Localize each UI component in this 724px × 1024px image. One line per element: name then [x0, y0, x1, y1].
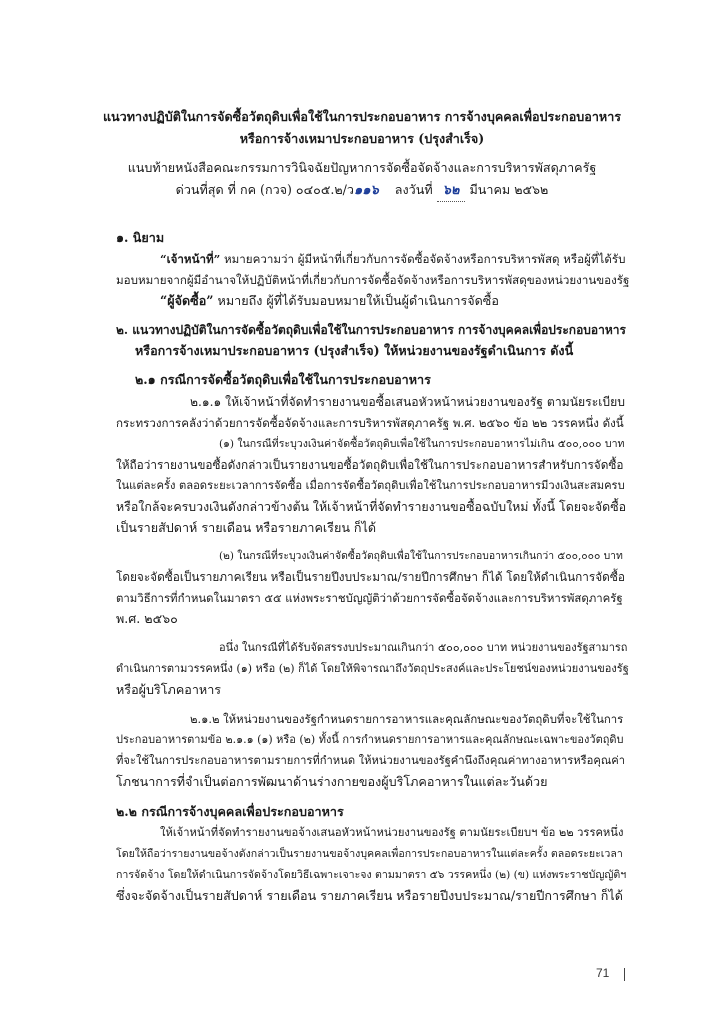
clause-2-1-2-line-3: ที่จะใช้ในการประกอบอาหารตามรายการที่กำหนด ให้หน่วยงานของรัฐคำนึงถึงคุณค่าทางอาหารหรือคุณค่า [116, 754, 626, 767]
item-1-line-4: หรือใกล้จะครบวงเงินดังกล่าวข้างต้น ให้เจ้าหน้าที่จัดทำรายงานขอซื้อฉบับใหม่ ทั้งนี้ โดยจะจัดซื้อ [116, 499, 627, 514]
section-2-2-line-3: การจัดจ้าง โดยให้ดำเนินการจัดจ้างโดยวิธีเฉพาะเจาะจง ตามมาตรา ๕๖ วรรคหนึ่ง (๒) (ข) แห่งพระราชบัญญัติฯ [116, 869, 627, 881]
definition-buyer [160, 291, 499, 311]
handwritten-day: ๖๒ [437, 181, 466, 202]
section-2-2-heading: ๒.๒ กรณีการจ้างบุคคลเพื่อประกอบอาหาร [116, 804, 344, 819]
item-2-line-3: ตามวิธีการที่กำหนดในมาตรา ๕๕ แห่งพระราชบัญญัติว่าด้วยการจัดซื้อจัดจ้างและการบริหารพัสดุภาครัฐ [116, 591, 623, 605]
section-2-heading-2: หรือการจ้างเหมาประกอบอาหาร (ปรุงสำเร็จ) ให้หน่วยงานของรัฐดำเนินการ ดังนี้ [135, 343, 574, 358]
section-2-2-line-2: โดยให้ถือว่ารายงานขอจ้างดังกล่าวเป็นรายงานขอจ้างบุคคลเพื่อการประกอบอาหารในแต่ละครั้ง ตลอดระยะเวลา [116, 848, 623, 860]
section-2-heading-1: ๒. แนวทางปฏิบัติในการจัดซื้อวัตถุดิบเพื่อใช้ในการประกอบอาหาร การจ้างบุคคลเพื่อประกอบอาหาร [116, 323, 626, 337]
section-1-heading: ๑. นิยาม [116, 230, 165, 245]
note-line-3: หรือผู้บริโภคอาหาร [116, 682, 222, 697]
item-2-line-1: (๒) ในกรณีที่ระบุวงเงินค่าจัดซื้อวัตถุดิบเพื่อใช้ในการประกอบอาหารเกินกว่า ๕๐๐,๐๐๐ บาท [219, 550, 623, 562]
clause-2-1-1-line-1: ๒.๑.๑ ให้เจ้าหน้าที่จัดทำรายงานขอซื้อเสนอหัวหน้าหน่วยงานของรัฐ ตามนัยระเบียบ [190, 395, 626, 409]
handwritten-reference-number: ๑๑๖ [354, 183, 379, 198]
clause-2-1-2-line-2: ประกอบอาหารตามข้อ ๒.๑.๑ (๑) หรือ (๒) ทั้งนี้ การกำหนดรายการอาหารและคุณลักษณะเฉพาะของวัตถุดิบ [116, 733, 624, 746]
reference-number-prefix: ด่วนที่สุด ที่ กค (กวจ) ๐๔๐๕.๒/ว [175, 182, 354, 197]
section-2-2-line-4: ซึ่งจะจัดจ้างเป็นรายสัปดาห์ รายเดือน รายภาคเรียน หรือรายปีงบประมาณ/รายปีการศึกษา ก็ได้ [116, 888, 623, 903]
page-number: 71 [596, 966, 610, 980]
section-2-2-line-1: ให้เจ้าหน้าที่จัดทำรายงานขอจ้างเสนอหัวหน้าหน่วยงานของรัฐ ตามนัยระเบียบฯ ข้อ ๒๒ วรรคหนึ่ง [160, 826, 624, 839]
item-1-line-3: ในแต่ละครั้ง ตลอดระยะเวลาการจัดซื้อ เมื่อการจัดซื้อวัตถุดิบเพื่อใช้ในการประกอบอาหารมีวงเงินสะสมครบ [116, 479, 625, 492]
date-month-year: มีนาคม ๒๕๖๒ [469, 182, 549, 197]
clause-2-1-2-line-4: โภชนาการที่จำเป็นต่อการพัฒนาด้านร่างกายของผู้บริโภคอาหารในแต่ละวันด้วย [116, 774, 548, 789]
section-2-1-heading: ๒.๑ กรณีการจัดซื้อวัตถุดิบเพื่อใช้ในการประกอบอาหาร [135, 372, 431, 387]
item-2-line-2: โดยจะจัดซื้อเป็นรายภาคเรียน หรือเป็นรายปีงบประมาณ/รายปีการศึกษา ก็ได้ โดยให้ดำเนินการจัดซื้อ [116, 570, 625, 584]
term-buyer: “ผู้จัดซื้อ” [160, 293, 214, 308]
item-1-line-5: เป็นรายสัปดาห์ รายเดือน หรือรายภาคเรียน ก็ได้ [116, 520, 377, 535]
item-1-line-2: ให้ถือว่ารายงานขอซื้อดังกล่าวเป็นรายงานขอซื้อวัตถุดิบเพื่อใช้ในการประกอบอาหารสำหรับการจัดซื้อ [116, 458, 624, 472]
item-2-line-4: พ.ศ. ๒๕๖๐ [116, 611, 178, 626]
doc-title-line-2: หรือการจ้างเหมาประกอบอาหาร (ปรุงสำเร็จ) [239, 131, 485, 146]
doc-subtitle-line-2 [0, 180, 724, 202]
definition-buyer-text: หมายถึง ผู้ที่ได้รับมอบหมายให้เป็นผู้ดำเนินการจัดซื้อ [213, 293, 499, 308]
definition-officer-text: หมายความว่า ผู้มีหน้าที่เกี่ยวกับการจัดซื้อจัดจ้างหรือการบริหารพัสดุ หรือผู้ที่ได้รับ [220, 252, 626, 266]
clause-2-1-2-line-1: ๒.๑.๒ ให้หน่วยงานของรัฐกำหนดรายการอาหารและคุณลักษณะของวัตถุดิบที่จะใช้ในการ [190, 712, 624, 726]
definition-officer [160, 249, 625, 269]
date-label: ลงวันที่ [394, 182, 433, 197]
item-1-line-1: (๑) ในกรณีที่ระบุวงเงินค่าจัดซื้อวัตถุดิบเพื่อใช้ในการประกอบอาหารไม่เกิน ๕๐๐,๐๐๐ บาท [219, 438, 625, 450]
note-line-1: อนึ่ง ในกรณีที่ได้รับจัดสรรงบประมาณเกินกว่า ๕๐๐,๐๐๐ บาท หน่วยงานของรัฐสามารถ [219, 641, 628, 654]
page-number-divider [624, 968, 625, 981]
clause-2-1-1-line-2: กระทรวงการคลังว่าด้วยการจัดซื้อจัดจ้างและการบริหารพัสดุภาครัฐ พ.ศ. ๒๕๖๐ ข้อ ๒๒ วรรคหนึ่ง ดังนี้ [116, 416, 624, 430]
doc-subtitle-line-1: แนบท้ายหนังสือคณะกรรมการวินิจฉัยปัญหาการจัดซื้อจัดจ้างและการบริหารพัสดุภาครัฐ [127, 160, 597, 175]
doc-title-line-1: แนวทางปฏิบัติในการจัดซื้อวัตถุดิบเพื่อใช้ในการประกอบอาหาร การจ้างบุคคลเพื่อประกอบอาหาร [102, 109, 622, 124]
definition-officer-cont: มอบหมายจากผู้มีอำนาจให้ปฏิบัติหน้าที่เกี่ยวกับการจัดซื้อจัดจ้างหรือการบริหารพัสดุของหน่วยงานของรัฐ [116, 273, 630, 287]
note-line-2: ดำเนินการตามวรรคหนึ่ง (๑) หรือ (๒) ก็ได้ โดยให้พิจารณาถึงวัตถุประสงค์และประโยชน์ของหน่วยงานของรัฐ [116, 662, 629, 675]
term-officer: “เจ้าหน้าที่” [160, 252, 221, 266]
